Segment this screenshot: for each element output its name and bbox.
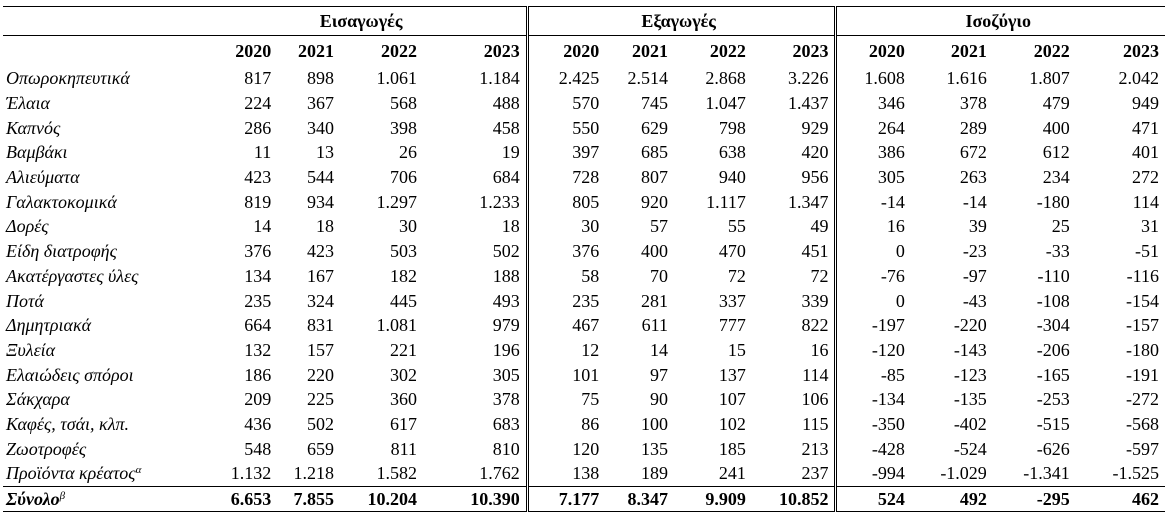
row-label-text: Έλαια: [6, 93, 50, 114]
row-label-text: Σύνολο: [6, 489, 60, 510]
row-label: [3, 338, 202, 363]
row-label: [3, 91, 202, 116]
value-cell: 378: [959, 93, 987, 114]
value-cell: 1.762: [479, 463, 520, 484]
value-cell: 7.177: [527, 486, 605, 512]
year-header: 2022: [1033, 41, 1070, 61]
group-header-balance: Ισοζύγιο: [836, 7, 1165, 36]
value-cell: 458: [492, 117, 520, 138]
value-cell: 1.582: [376, 463, 417, 484]
value-cell: -994: [836, 461, 911, 486]
year-header: 2021: [950, 41, 987, 61]
value-cell: 1.081: [376, 315, 417, 336]
value-cell: -157: [1126, 315, 1159, 336]
value-cell: 57: [650, 216, 668, 237]
value-cell: 58: [527, 264, 605, 289]
value-cell: 13: [316, 142, 335, 163]
value-cell: 728: [527, 165, 605, 190]
value-cell: 659: [307, 438, 335, 459]
value-cell: 1.132: [230, 463, 272, 484]
value-cell: 502: [307, 413, 335, 434]
value-cell: 400: [641, 241, 668, 262]
year-header: 2020: [235, 41, 272, 61]
table-row: [3, 412, 1165, 437]
value-cell: 138: [527, 461, 605, 486]
value-cell: 324: [307, 290, 335, 311]
value-cell: 55: [727, 216, 746, 237]
value-cell: 934: [307, 191, 335, 212]
value-cell: 10.852: [752, 486, 836, 512]
year-header: 2021: [632, 41, 668, 61]
value-cell: 683: [492, 413, 520, 434]
value-cell: 445: [390, 290, 417, 311]
value-cell: -197: [836, 313, 911, 338]
value-cell: 196: [492, 339, 520, 360]
value-cell: 209: [244, 389, 272, 410]
value-cell: 929: [801, 117, 829, 138]
value-cell: 305: [492, 364, 520, 385]
value-cell: 1.233: [479, 191, 520, 212]
table-row: [3, 338, 1165, 363]
table-row: [3, 165, 1165, 190]
value-cell: -180: [1126, 339, 1159, 360]
value-cell: 672: [959, 142, 987, 163]
value-cell: 3.226: [787, 68, 829, 89]
table-row: [3, 239, 1165, 264]
year-header: 2021: [298, 41, 335, 61]
row-label-text: Γαλακτοκομικά: [6, 191, 117, 212]
value-cell: 488: [492, 93, 520, 114]
value-cell: -43: [962, 290, 987, 311]
value-cell: 493: [492, 290, 520, 311]
value-cell: 376: [527, 239, 605, 264]
value-cell: 956: [801, 167, 829, 188]
value-cell: 106: [801, 389, 829, 410]
value-cell: 898: [307, 68, 335, 89]
year-header: 2022: [381, 41, 417, 61]
value-cell: -1.029: [940, 463, 987, 484]
value-cell: -1.525: [1112, 463, 1159, 484]
value-cell: 225: [307, 389, 335, 410]
year-header-row: [3, 36, 1165, 67]
value-cell: -76: [836, 264, 911, 289]
value-cell: 1.437: [787, 93, 829, 114]
value-cell: -206: [1036, 339, 1070, 360]
year-header: 2020: [836, 36, 911, 67]
value-cell: 340: [307, 117, 335, 138]
value-cell: 186: [244, 364, 272, 385]
row-label-text: Δημητριακά: [6, 315, 92, 336]
value-cell: 224: [244, 93, 272, 114]
value-cell: 339: [801, 290, 829, 311]
table-row: [3, 313, 1165, 338]
value-cell: 617: [390, 413, 417, 434]
value-cell: 548: [244, 438, 272, 459]
value-cell: -116: [1126, 265, 1159, 286]
table-row: [3, 288, 1165, 313]
value-cell: 281: [641, 290, 668, 311]
value-cell: 685: [641, 142, 668, 163]
value-cell: 7.855: [277, 486, 340, 512]
value-cell: -295: [993, 486, 1076, 512]
value-cell: 436: [244, 413, 272, 434]
row-label-text: Ακατέργαστες ύλες: [6, 265, 139, 286]
value-cell: 213: [801, 438, 829, 459]
value-cell: 367: [307, 93, 335, 114]
row-label: [3, 436, 202, 461]
value-cell: 14: [253, 216, 272, 237]
value-cell: 30: [527, 214, 605, 239]
value-cell: 11: [253, 142, 272, 163]
value-cell: 386: [836, 140, 911, 165]
value-cell: -272: [1126, 389, 1159, 410]
value-cell: -110: [1037, 265, 1070, 286]
value-cell: 49: [810, 216, 829, 237]
value-cell: 420: [801, 142, 829, 163]
value-cell: 26: [399, 142, 417, 163]
value-cell: 1.608: [836, 66, 911, 91]
row-label: [3, 239, 202, 264]
value-cell: 798: [718, 117, 746, 138]
corner-cell: [3, 7, 202, 36]
value-cell: 745: [641, 93, 668, 114]
value-cell: 235: [244, 290, 272, 311]
value-cell: -191: [1126, 364, 1159, 385]
value-cell: 568: [390, 93, 417, 114]
value-cell: 629: [641, 117, 668, 138]
value-cell: 2.042: [1118, 68, 1159, 89]
value-cell: 811: [390, 438, 417, 459]
value-cell: 401: [1132, 142, 1159, 163]
value-cell: 14: [650, 339, 668, 360]
value-cell: 810: [492, 438, 520, 459]
value-cell: 16: [810, 339, 829, 360]
value-cell: 807: [641, 167, 668, 188]
value-cell: 30: [399, 216, 417, 237]
value-cell: 135: [641, 438, 668, 459]
value-cell: 940: [718, 167, 746, 188]
value-cell: 1.117: [706, 191, 746, 212]
value-cell: 134: [244, 265, 272, 286]
value-cell: 376: [244, 241, 272, 262]
value-cell: 502: [492, 241, 520, 262]
value-cell: 492: [911, 486, 993, 512]
value-cell: 423: [307, 241, 335, 262]
value-cell: -108: [1036, 290, 1070, 311]
value-cell: -134: [836, 387, 911, 412]
value-cell: 286: [244, 117, 272, 138]
value-cell: 182: [390, 265, 417, 286]
value-cell: 819: [244, 191, 272, 212]
value-cell: -626: [1036, 438, 1070, 459]
table-row: [3, 436, 1165, 461]
value-cell: 235: [527, 288, 605, 313]
row-label-text: Ελαιώδεις σπόροι: [6, 364, 134, 385]
row-label-text: Αλιεύματα: [6, 167, 80, 188]
value-cell: 503: [390, 241, 417, 262]
value-cell: 831: [307, 315, 335, 336]
table-row: [3, 189, 1165, 214]
value-cell: 2.514: [627, 68, 668, 89]
value-cell: 6.653: [202, 486, 277, 512]
value-cell: 31: [1141, 216, 1159, 237]
value-cell: 114: [802, 364, 829, 385]
value-cell: 137: [718, 364, 746, 385]
value-cell: 1.061: [376, 68, 417, 89]
group-header-exports: Εξαγωγές: [527, 7, 836, 36]
value-cell: 289: [959, 117, 987, 138]
row-label-text: Καφές, τσάι, κλπ.: [6, 413, 130, 434]
value-cell: 664: [244, 315, 272, 336]
value-cell: 979: [492, 315, 520, 336]
value-cell: 1.807: [1029, 68, 1070, 89]
value-cell: -350: [836, 412, 911, 437]
value-cell: 378: [492, 389, 520, 410]
value-cell: 305: [836, 165, 911, 190]
value-cell: -568: [1126, 413, 1159, 434]
row-label-text: Ξυλεία: [6, 339, 56, 360]
value-cell: 467: [527, 313, 605, 338]
value-cell: 8.347: [605, 486, 674, 512]
value-cell: 115: [802, 413, 829, 434]
row-label: [3, 461, 202, 486]
value-cell: 10.204: [340, 486, 423, 512]
value-cell: 101: [527, 362, 605, 387]
table-row: [3, 140, 1165, 165]
value-cell: 188: [492, 265, 520, 286]
row-label-text: Καπνός: [6, 117, 61, 138]
value-cell: 234: [1042, 167, 1070, 188]
value-cell: 611: [641, 315, 668, 336]
value-cell: 18: [316, 216, 335, 237]
value-cell: 107: [718, 389, 746, 410]
value-cell: 167: [307, 265, 335, 286]
value-cell: 949: [1132, 93, 1159, 114]
value-cell: 822: [801, 315, 829, 336]
value-cell: -135: [953, 389, 987, 410]
value-cell: 241: [718, 463, 746, 484]
value-cell: 805: [527, 189, 605, 214]
value-cell: 524: [836, 486, 911, 512]
value-cell: -23: [962, 241, 987, 262]
value-cell: 398: [390, 117, 417, 138]
value-cell: 544: [307, 167, 335, 188]
value-cell: -51: [1135, 241, 1159, 262]
value-cell: 817: [244, 68, 272, 89]
value-cell: -304: [1036, 315, 1070, 336]
table-row: [3, 264, 1165, 289]
row-label-text: Οπωροκηπευτικά: [6, 68, 130, 89]
table-row: [3, 66, 1165, 91]
value-cell: 39: [968, 216, 987, 237]
value-cell: 272: [1132, 167, 1159, 188]
row-label-text: Σάκχαρα: [6, 389, 70, 410]
value-cell: 221: [390, 339, 417, 360]
value-cell: -123: [953, 364, 987, 385]
row-label: [3, 313, 202, 338]
value-cell: 75: [527, 387, 605, 412]
value-cell: 706: [390, 167, 417, 188]
footnote-marker: α: [135, 464, 142, 477]
value-cell: 12: [527, 338, 605, 363]
year-header: 2023: [792, 41, 829, 61]
value-cell: 570: [527, 91, 605, 116]
value-cell: 97: [650, 364, 668, 385]
year-header: 2020: [527, 36, 605, 67]
value-cell: 19: [501, 142, 520, 163]
value-cell: 100: [641, 413, 668, 434]
value-cell: -180: [1036, 191, 1070, 212]
value-cell: -14: [836, 189, 911, 214]
value-cell: -220: [953, 315, 987, 336]
value-cell: 72: [810, 265, 829, 286]
value-cell: 1.184: [479, 68, 520, 89]
value-cell: -428: [836, 436, 911, 461]
value-cell: 397: [527, 140, 605, 165]
value-cell: 360: [390, 389, 417, 410]
value-cell: 132: [244, 339, 272, 360]
row-label: [3, 115, 202, 140]
value-cell: -97: [962, 265, 987, 286]
value-cell: 920: [641, 191, 668, 212]
value-cell: -14: [962, 191, 987, 212]
value-cell: -165: [1036, 364, 1070, 385]
value-cell: -154: [1126, 290, 1159, 311]
row-label: [3, 189, 202, 214]
value-cell: 15: [727, 339, 746, 360]
value-cell: 1.347: [787, 191, 829, 212]
value-cell: 70: [650, 265, 668, 286]
value-cell: 16: [836, 214, 911, 239]
value-cell: 612: [1042, 142, 1070, 163]
value-cell: 638: [718, 142, 746, 163]
value-cell: 86: [527, 412, 605, 437]
trade-table: [3, 6, 1165, 512]
footnote-marker: β: [59, 490, 66, 503]
value-cell: 102: [718, 413, 746, 434]
value-cell: 120: [527, 436, 605, 461]
group-header-imports: Εισαγωγές: [202, 7, 527, 36]
value-cell: -85: [836, 362, 911, 387]
table-row: [3, 387, 1165, 412]
table-row: [3, 91, 1165, 116]
value-cell: 1.616: [946, 68, 987, 89]
value-cell: 72: [727, 265, 746, 286]
value-cell: 237: [801, 463, 829, 484]
table-body: [3, 66, 1165, 486]
table-row: [3, 362, 1165, 387]
value-cell: 0: [836, 288, 911, 313]
row-label: [3, 362, 202, 387]
value-cell: 0: [836, 239, 911, 264]
year-header: 2023: [1123, 41, 1159, 61]
value-cell: -402: [953, 413, 987, 434]
row-label: [3, 264, 202, 289]
value-cell: 10.390: [423, 486, 527, 512]
value-cell: 18: [501, 216, 520, 237]
value-cell: 90: [650, 389, 668, 410]
value-cell: -33: [1045, 241, 1070, 262]
value-cell: 684: [492, 167, 520, 188]
row-label-text: Ζωοτροφές: [6, 438, 87, 459]
value-cell: -515: [1036, 413, 1070, 434]
value-cell: 25: [1051, 216, 1070, 237]
value-cell: 470: [718, 241, 746, 262]
row-label: [3, 486, 202, 512]
value-cell: 1.047: [705, 93, 746, 114]
value-cell: 462: [1076, 486, 1165, 512]
value-cell: 263: [959, 167, 987, 188]
value-cell: -143: [953, 339, 987, 360]
table-row: [3, 115, 1165, 140]
value-cell: 550: [527, 115, 605, 140]
year-header: 2023: [483, 41, 520, 61]
row-label-text: Ποτά: [6, 290, 44, 311]
row-label: [3, 412, 202, 437]
value-cell: 185: [718, 438, 746, 459]
table-row: [3, 214, 1165, 239]
row-label: [3, 140, 202, 165]
value-cell: 264: [836, 115, 911, 140]
row-label-text: Δορές: [6, 216, 49, 237]
value-cell: 777: [718, 315, 746, 336]
row-label: [3, 387, 202, 412]
value-cell: 471: [1132, 117, 1159, 138]
value-cell: -1.341: [1023, 463, 1070, 484]
value-cell: 302: [390, 364, 417, 385]
value-cell: -597: [1126, 438, 1159, 459]
total-row: [3, 486, 1165, 512]
value-cell: 479: [1042, 93, 1070, 114]
row-label: [3, 66, 202, 91]
table-row: [3, 461, 1165, 486]
value-cell: -524: [953, 438, 987, 459]
value-cell: 220: [307, 364, 335, 385]
value-cell: 451: [801, 241, 829, 262]
value-cell: 1.297: [376, 191, 417, 212]
value-cell: 114: [1132, 191, 1159, 212]
value-cell: 157: [307, 339, 335, 360]
row-label: [3, 214, 202, 239]
value-cell: -253: [1036, 389, 1070, 410]
row-label-text: Είδη διατροφής: [6, 241, 117, 262]
value-cell: 346: [836, 91, 911, 116]
group-header-row: [3, 7, 1165, 36]
year-header: 2022: [709, 41, 746, 61]
value-cell: 9.909: [674, 486, 752, 512]
row-label: [3, 288, 202, 313]
value-cell: 423: [244, 167, 272, 188]
row-label: [3, 165, 202, 190]
value-cell: 400: [1042, 117, 1070, 138]
row-label-text: Βαμβάκι: [6, 142, 68, 163]
value-cell: 189: [641, 463, 668, 484]
value-cell: -120: [836, 338, 911, 363]
value-cell: 337: [718, 290, 746, 311]
value-cell: 2.868: [705, 68, 746, 89]
value-cell: 2.425: [527, 66, 605, 91]
row-label-text: Προϊόντα κρέατος: [6, 463, 136, 484]
value-cell: 1.218: [293, 463, 335, 484]
